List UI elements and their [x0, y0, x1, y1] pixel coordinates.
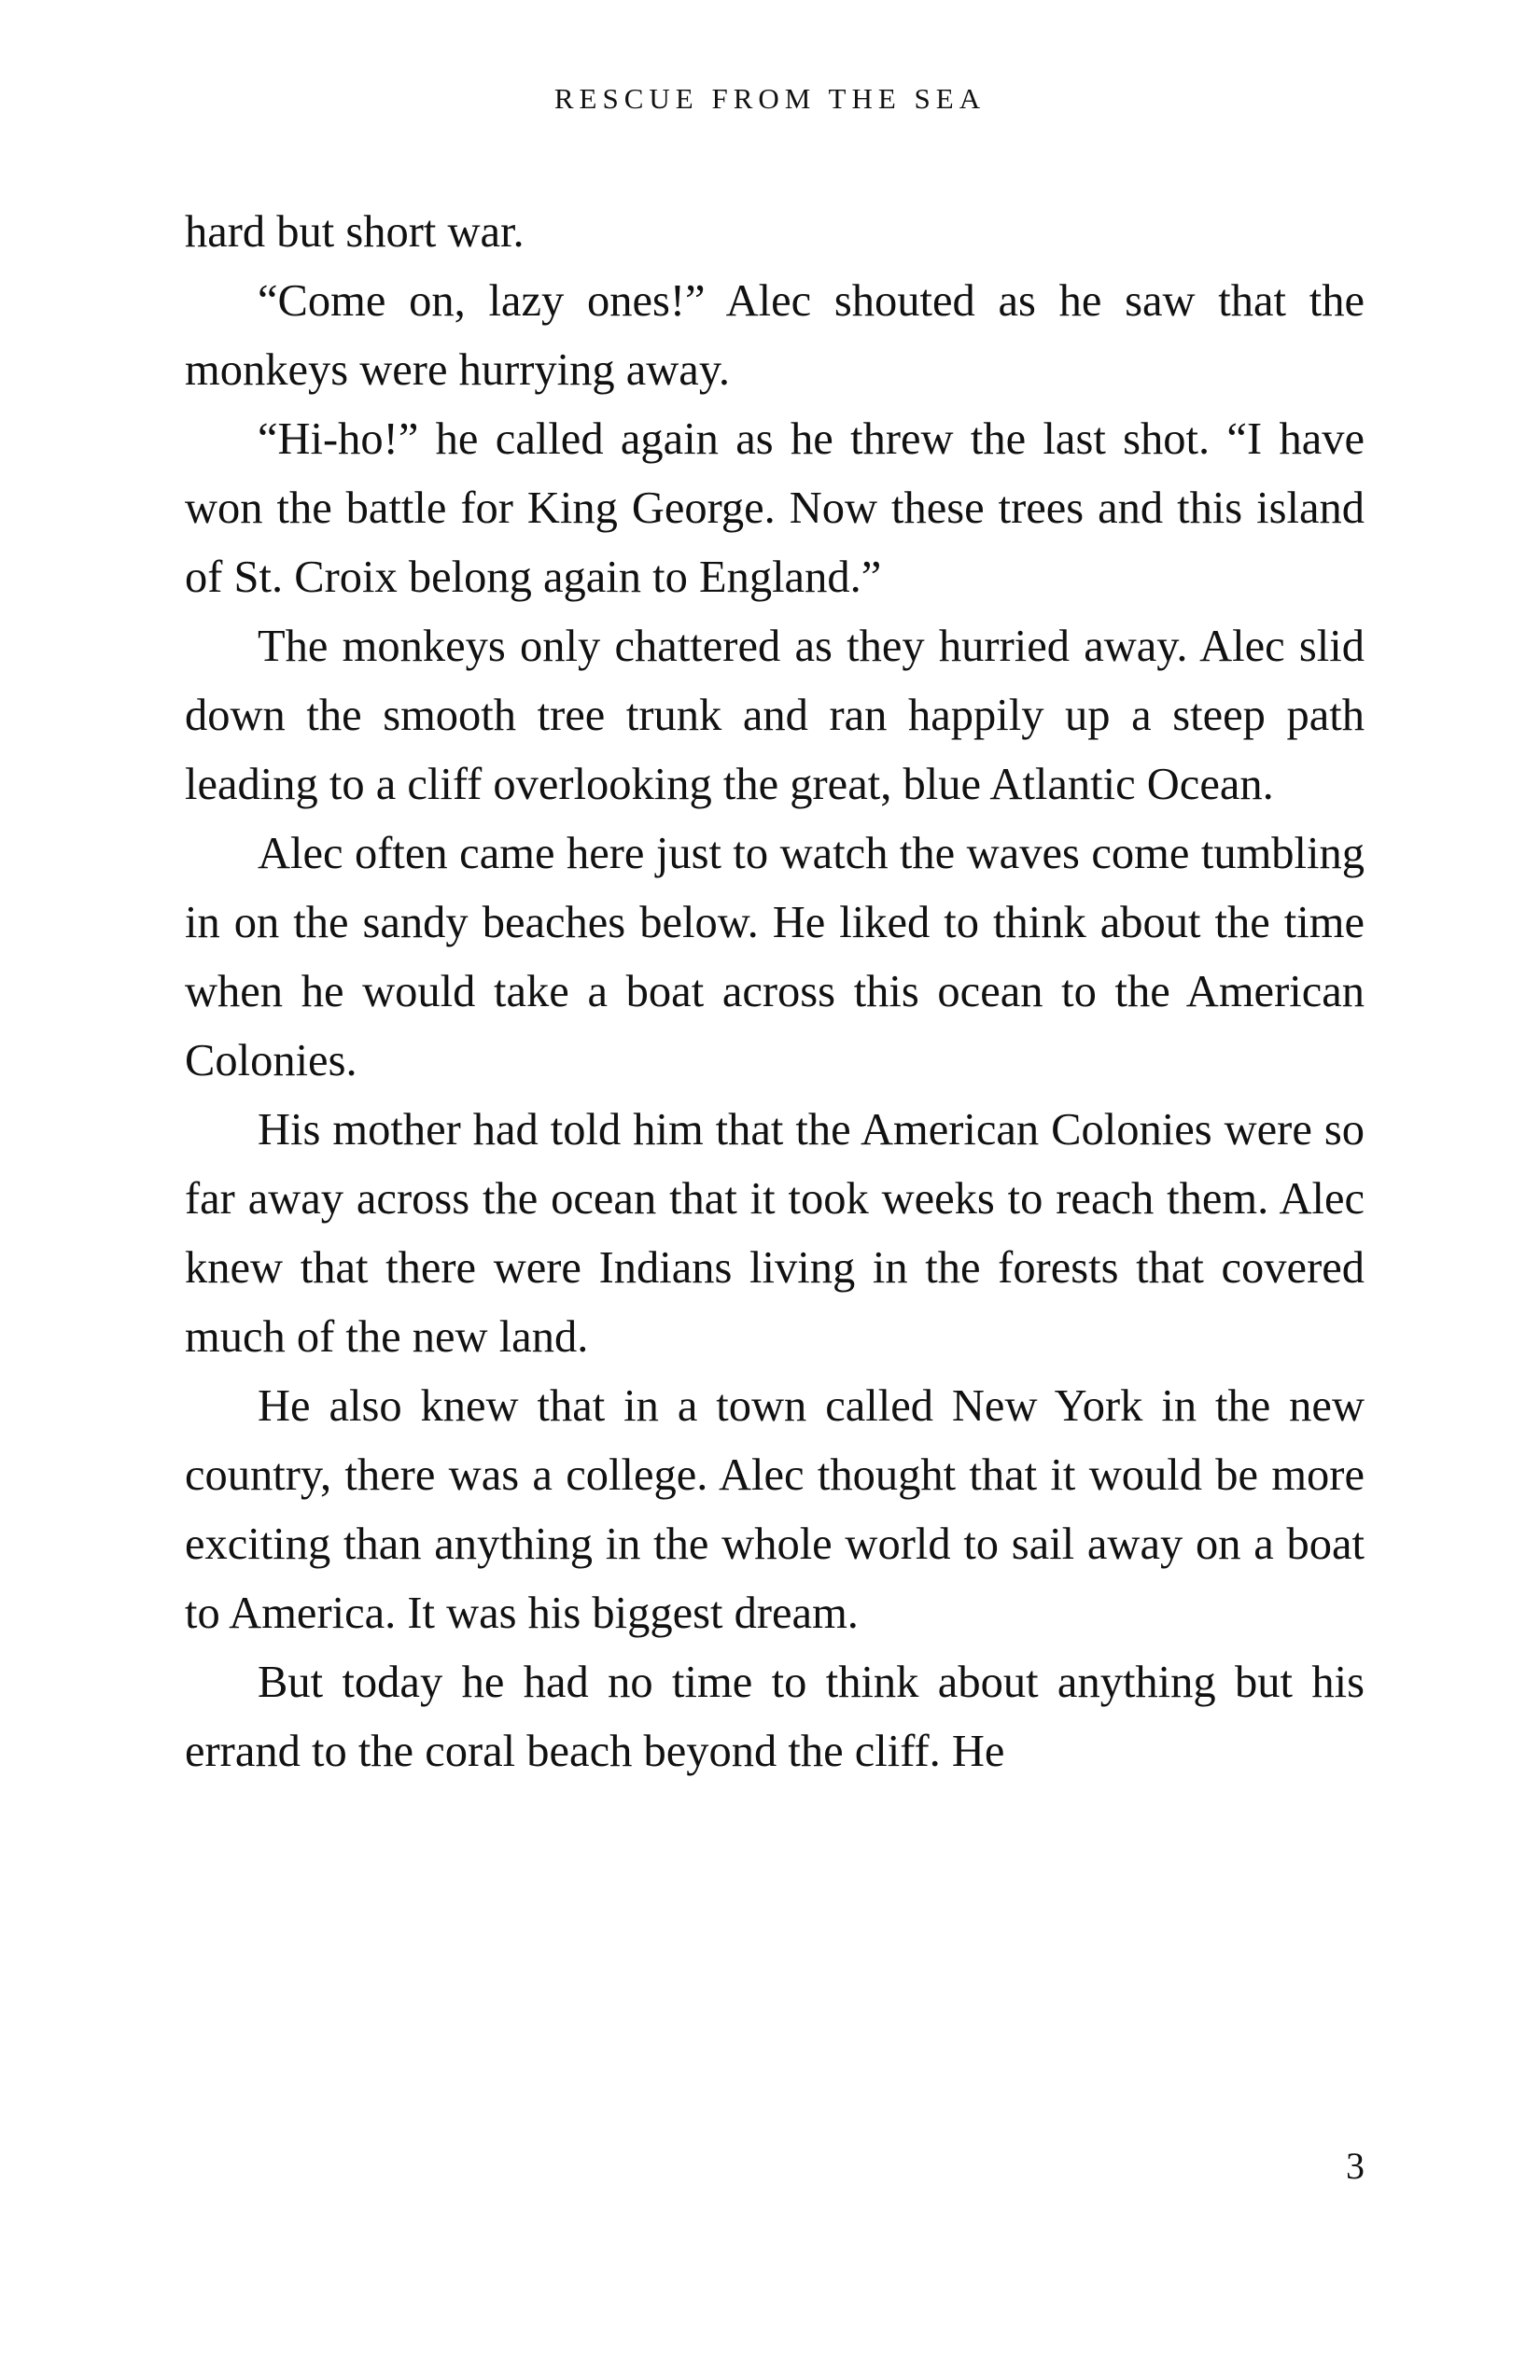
body-text	[185, 198, 1365, 1786]
paragraph: But today he had no time to think about anything but his errand to the coral beach beyond the cliff. He	[185, 1658, 1365, 1776]
page-number: 3	[1346, 2145, 1365, 2187]
paragraph: Alec often came here just to watch the waves come tumbling in on the sandy beaches below. He liked to think about the time when he would take a boat across this ocean to the American Colonies.	[185, 829, 1365, 1085]
paragraph-continued: hard but short war.	[185, 207, 525, 257]
paragraph: “Come on, lazy ones!” Alec shouted as he saw that the monkeys were hurrying away.	[185, 276, 1365, 395]
paragraph: He also knew that in a town called New York in the new country, there was a college. Alec thought that it would be more exciting than anything in the whole world to sail away on a boat to America. It was his biggest dream.	[185, 1381, 1365, 1638]
running-head: RESCUE FROM THE SEA	[553, 82, 987, 115]
paragraph: “Hi-ho!” he called again as he threw the last shot. “I have won the battle for King George. Now these trees and this island of St. Croix belong again to England.”	[185, 414, 1365, 602]
paragraph: His mother had told him that the American Colonies were so far away across the ocean that it took weeks to reach them. Alec knew that there were Indians living in the forests that covered much of the new land.	[185, 1105, 1365, 1362]
paragraph: The monkeys only chattered as they hurried away. Alec slid down the smooth tree trunk and ran happily up a steep path leading to a cliff overlooking the great, blue Atlantic Ocean.	[185, 622, 1365, 809]
